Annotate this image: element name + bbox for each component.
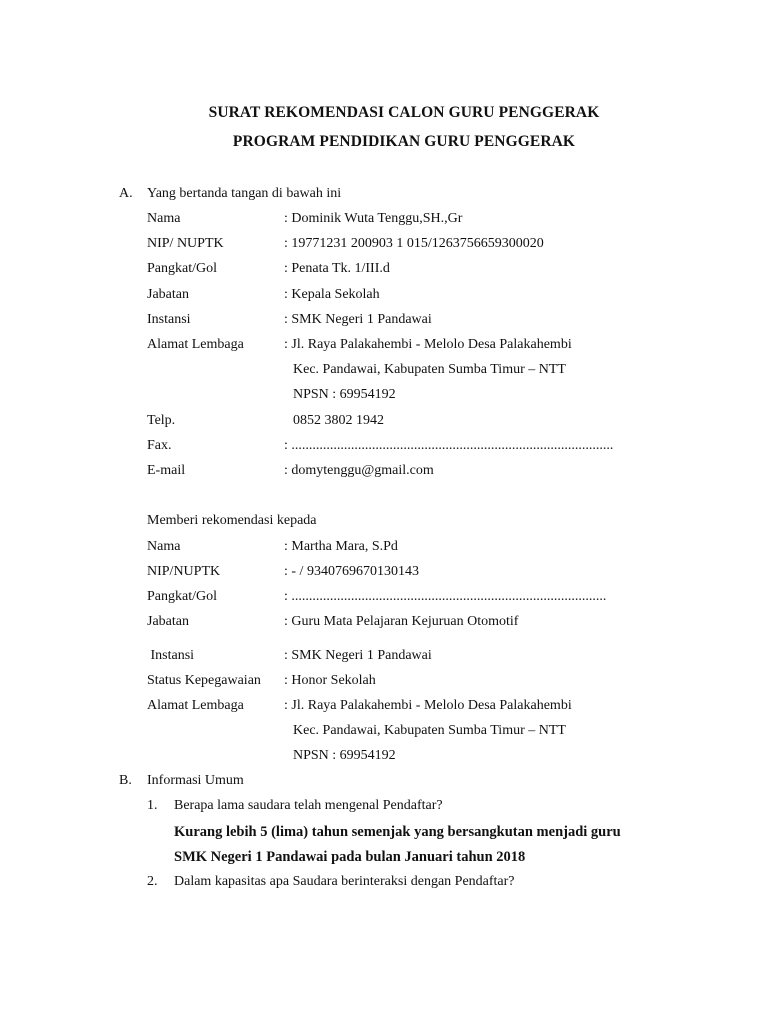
section-b-marker: B. [119,773,132,788]
address-line: Kec. Pandawai, Kabupaten Sumba Timur – NTT [293,723,566,738]
email-value: : domytenggu@gmail.com [284,463,434,478]
section-b-heading: Informasi Umum [147,773,244,788]
field-label: Alamat Lembaga [147,698,244,713]
field-label: E-mail [147,463,186,478]
document-title: SURAT REKOMENDASI CALON GURU PENGGERAK [208,104,600,121]
question-number: 2. [147,874,158,889]
question-text: Dalam kapasitas apa Saudara berinteraksi dengan Pendaftar? [174,874,515,889]
field-label: Nama [147,211,181,226]
field-value: : Dominik Wuta Tenggu,SH.,Gr [284,211,463,226]
field-label: Jabatan [147,287,189,302]
question-text: Berapa lama saudara telah mengenal Pendaftar? [174,798,443,813]
question-number: 1. [147,798,158,813]
field-value: : Jl. Raya Palakahembi - Melolo Desa Palakahembi [284,698,572,713]
field-label: Status Kepegawaian [147,673,261,688]
section-a-intro: Yang bertanda tangan di bawah ini [147,186,342,201]
field-label: Alamat Lembaga [147,337,244,352]
section-a-marker: A. [119,186,133,201]
field-label: NIP/NUPTK [147,564,221,579]
field-value: : 19771231 200903 1 015/1263756659300020 [284,236,544,251]
field-value: : SMK Negeri 1 Pandawai [284,648,432,663]
field-value: : Honor Sekolah [284,673,376,688]
field-value: : - / 9340769670130143 [284,564,419,579]
telp-value: 0852 3802 1942 [293,413,384,428]
field-value: : Kepala Sekolah [284,287,380,302]
field-value: : Martha Mara, S.Pd [284,539,398,554]
field-label: NIP/ NUPTK [147,236,224,251]
fax-value: : ............................................................................................ [284,438,614,453]
document-subtitle: PROGRAM PENDIDIKAN GURU PENGGERAK [232,133,576,150]
field-label: Nama [147,539,181,554]
answer-text: SMK Negeri 1 Pandawai pada bulan Januari tahun 2018 [174,849,526,865]
field-label: Jabatan [147,614,189,629]
address-line: Kec. Pandawai, Kabupaten Sumba Timur – NTT [293,362,566,377]
field-value: : .......................................................................................... [284,589,607,604]
npsn-line: NPSN : 69954192 [293,748,396,763]
field-label: Telp. [147,413,176,428]
field-value: : Jl. Raya Palakahembi - Melolo Desa Palakahembi [284,337,572,352]
recommend-intro: Memberi rekomendasi kepada [147,513,317,528]
field-label: Fax. [147,438,172,453]
field-label: Pangkat/Gol [147,589,217,604]
field-value: : Penata Tk. 1/III.d [284,261,390,276]
field-label: Instansi [147,312,191,327]
answer-text: Kurang lebih 5 (lima) tahun semenjak yang bersangkutan menjadi guru [174,824,621,840]
field-value: : SMK Negeri 1 Pandawai [284,312,432,327]
npsn-line: NPSN : 69954192 [293,387,396,402]
field-label: Pangkat/Gol [147,261,217,276]
field-label: Instansi [147,648,195,663]
field-value: : Guru Mata Pelajaran Kejuruan Otomotif [284,614,519,629]
